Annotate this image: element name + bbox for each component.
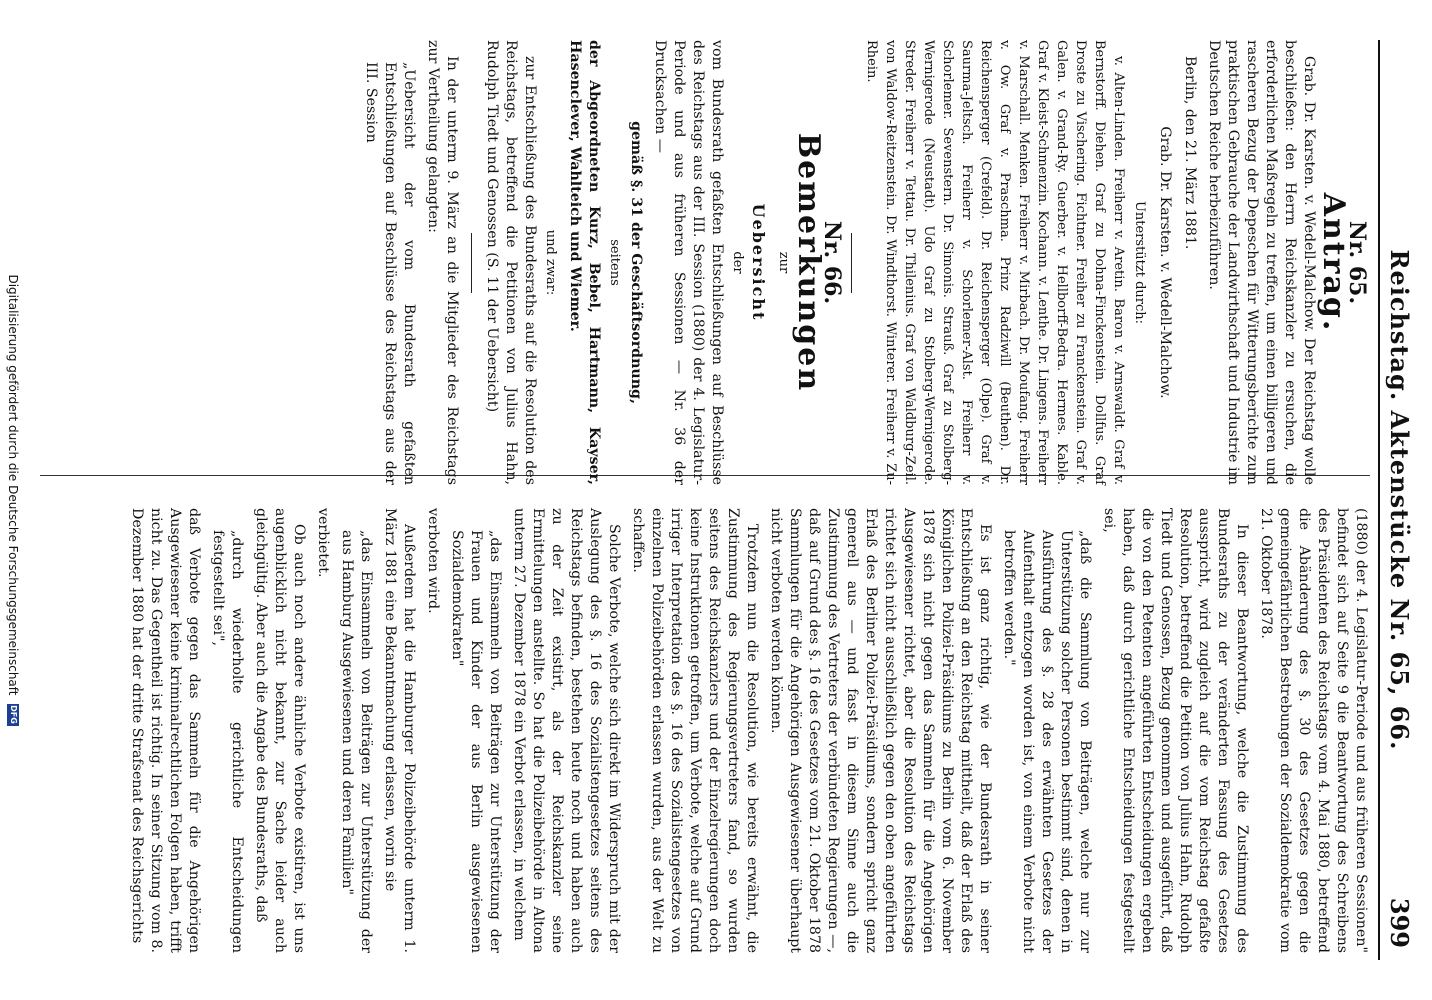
word-seitens: seitens — [607, 239, 622, 286]
right-p10: daß Verbote gegen das Sammeln für die Angehörigen Ausgewiesener keine kriminalrechtlichen Folgen haben, trifft nicht zu. Das Gegentheil ist richtig. In seiner Sitzung vom 8. Dezember 1880 hat der dritte Strafsenat des Reichsgerichts — [129, 508, 202, 953]
digitization-footer — [0, 0, 26, 1000]
section-divider-2 — [471, 233, 472, 293]
word-und-zwar: und zwar: — [543, 229, 558, 296]
delegates: der Abgeordneten Kurz, Bebel, Hartmann, Kayser, Hasenclever, Wahlteich und Wiemer. — [567, 40, 602, 485]
right-p8: verbietet. — [315, 508, 331, 578]
supporters-list: v. Alten-Linden. Freiherr v. Aretin. Baron v. Arnswaldt. Graf v. Bernstorff. Diehen. Graf zu Dohna-Finckenstein. Dollfus. Graf Droste zu Vischering. Fichtner. Freiher zu Franckenstein. Graf v. Galen. v. Grand-Ry. Guerber. v. Hellborff-Bedra. Hermes. Kable. Graf v. Kleist-Schmenzin. Kochann. v. Lenthe. Dr. Lingens. Freiherr v. Marschall. Menken. Freiherr v. Mirbach. Dr. Moufang. Freiherr v. Ow. Graf v. Praschma. Prinz Radziwill (Beuthen). Dr. Reichensperger (Crefeld). Dr. Reichensperger (Olpe). Graf v. Saurma-Jeltsch. Freiherr v. Schorlemer-Alst. Freiherr v. Schorlemer. Sevenstern. Dr. Simonis. Strauß. Graf zu Stolberg-Wernigerode (Neustadt). Udo Graf zu Stolberg-Wernigerode. Streder. Freiherr v. Tettau. Dr. Thilenius. Graf von Waldburg-Zeil. von Waldow-Reitzenstein. Dr. Windthorst. Winterer. Freiherr v. Zu-Rhein. — [864, 40, 1126, 485]
right-p9: Ob auch noch andere ähnliche Verbote existiren, ist uns augenblicklich nicht bekannt, zur Sache leider auch gleichgültig. Aber auch die Angabe des Bundesraths, daß — [253, 508, 307, 953]
right-p5: Solche Verbote, welche sich direkt im Widerspruch mit der Auslegung des §. 16 des Sozialistengesetzes seitens des Reichstags befinden, bestehen heute noch und haben auch zu der Zeit existirt, als der Reichskanzler seine Ermittelungen anstellte. So hat die Polizeibehörde in Altona unterm 27. Dezember 1878 ein Verbot erlassen, in welchem — [511, 508, 622, 953]
right-quote3: „das Einsammeln von Beiträgen zur Unterstützung der aus Hamburg Ausgewiesenen und deren Familien" — [339, 530, 374, 953]
quote-uebersicht: „Uebersicht der vom Bundesrath gefaßten Entschließungen auf Beschlüsse des Reichstags aus der III. Session — [363, 62, 417, 485]
running-header — [1378, 40, 1424, 960]
word-der: der — [730, 251, 745, 274]
word-zur: zur — [776, 251, 791, 274]
overview-text: vom Bundesrath gefaßten Entschließungen auf Beschlüsse des Reichstags aus der III. Session (1880) der 4. Legislatur-Periode und aus früheren Sessionen — Nr. 36 der Drucksachen — — [652, 40, 725, 485]
date-line: Berlin, den 21. März 1881. — [1182, 56, 1198, 250]
right-quote4: „durch wiederholte gerichtliche Entscheidungen festgestellt sei", — [210, 530, 245, 953]
final-paragraph: In der unterm 9. März an die Mitglieder des Reichstags zur Vertheilung gelangten: — [425, 40, 460, 485]
page-number: 399 — [1385, 897, 1414, 948]
right-quote1: „daß die Sammlung von Beiträgen, welche nur zur Unterstützung solcher Personen bestimmt sind, denen in Ausführung des §. 28 des erwähnten Gesetzes der Aufenthalt entzogen worden ist, von einem Verbote nicht betroffen werden." — [1001, 530, 1093, 953]
title-antrag: Antrag. — [1316, 192, 1351, 333]
word-uebersicht: Uebersicht — [749, 203, 768, 322]
section-divider — [851, 233, 852, 293]
right-p1: (1880) der 4. Legislatur-Periode und aus früheren Sessionen" befindet sich auf Seite 9 die Beantwortung des Schreibens des Präsidenten des Reichstags vom 4. Mai 1880, betreffend die Abänderung des §. 30 des Gesetzes gegen die gemeingefährlichen Bestrebungen der Sozialdemokratie vom 21. Oktober 1878. — [1258, 508, 1369, 953]
supported-by-label: Unterstützt durch: — [1132, 200, 1147, 325]
paragraph-reference: gemäß §. 31 der Geschäftsordnung, — [628, 121, 644, 404]
dfg-logo-icon: DFG — [9, 705, 18, 724]
signers: Grab. Dr. Karsten. v. Wedell-Malchow. — [1157, 126, 1173, 399]
right-p3: Es ist ganz richtig, wie der Bundesrath in seiner Entschließung an den Reichstag mittheilt, daß der Erlaß des Königlichen Polizei-Präsidiums zu Berlin vom 6. November 1878 sich nicht gegen das Sammeln für die Angehörigen Ausgewiesener richtet, aber die Resolution des Reichstags richtet sich nicht ausschließlich gegen den oben angeführten Erlaß des Berliner Polizei-Präsidiums, sondern spricht ganz generell aus — und fasst in diesem Sinne auch die Zustimmung des Vertreters der verbündeten Regierungen —, daß auf Grund des §. 16 des Gesetzes vom 21. Oktober 1878 Sammlungen für die Angehörigen Ausgewiesener überhaupt nicht verboten werden können. — [768, 508, 993, 953]
right-p7: Außerdem hat die Hamburger Polizeibehörde unterm 1. März 1881 eine Bekanntmachung erlassen, worin sie — [382, 508, 417, 953]
right-p2: In dieser Beantwortung, welche die Zustimmung des Bundesraths zu der veränderten Fassung des Gesetzes ausspricht, wird zugleich auf die vom Reichstag gefaßte Resolution, betreffend die Petition von Julius Hahn, Rudolph Tiedt und Genossen, Bezug genommen und ausgeführt, daß die von den Petenten angeführten Entscheidungen ergeben haben, daß durch gerichtliche Entscheidungen festgestellt sei, — [1101, 508, 1250, 953]
running-title: Reichstag. Aktenstücke Nr. 65, 66. — [1385, 249, 1414, 751]
antrag-text: Grab. Dr. Karsten. v. Wedell-Malchow. Der Reichstag wolle beschließen: den Herrn Reichskanzler zu ersuchen, die erforderlichen Maßregeln zu treffen, um einen billigeren und rascheren Bezug der Depeschen für Witterungsberichte zum praktischen Gebrauche der Landwirthschaft und Industrie im Deutschen Reiche herbeizuführen. — [1206, 40, 1317, 485]
doc-number-66: Nr. 66. — [819, 220, 845, 305]
zur-entschliessung: zur Entschließung des Bundesraths auf die Resolution des Reichstags, betreffend die Petitionen von Julius Hahn, Rudolph Tiedt und Genossen (S. 11 der Uebersicht) — [484, 40, 538, 485]
title-bemerkungen: Bemerkungen — [791, 132, 826, 393]
right-column — [122, 508, 1370, 953]
right-quote2: „das Einsammeln von Beiträgen zur Unterstützung der Frauen und Kinder der aus Berlin ausgewiesenen Sozialdemokraten" — [449, 530, 503, 953]
left-column — [356, 40, 1370, 485]
right-p4: Trotzdem nun die Resolution, wie bereits erwähnt, die Zustimmung des Regierungsvertreters fand, so wurden seitens des Reichskanzlers und der Einzelregierungen doch keine Instruktionen getroffen, um Verbote, welche auf Grund irriger Interpretation des §. 16 des Sozialistengesetzes von einzelnen Polizeibehörden erlassen wurden, aus der Welt zu schaffen. — [630, 508, 760, 953]
right-p6: verboten wird. — [425, 508, 441, 614]
doc-number-65: Nr. 65. — [1344, 220, 1370, 305]
digitization-note: Digitalisierung gefördert durch die Deutsche Forschungsgemeinschaft — [6, 274, 20, 696]
